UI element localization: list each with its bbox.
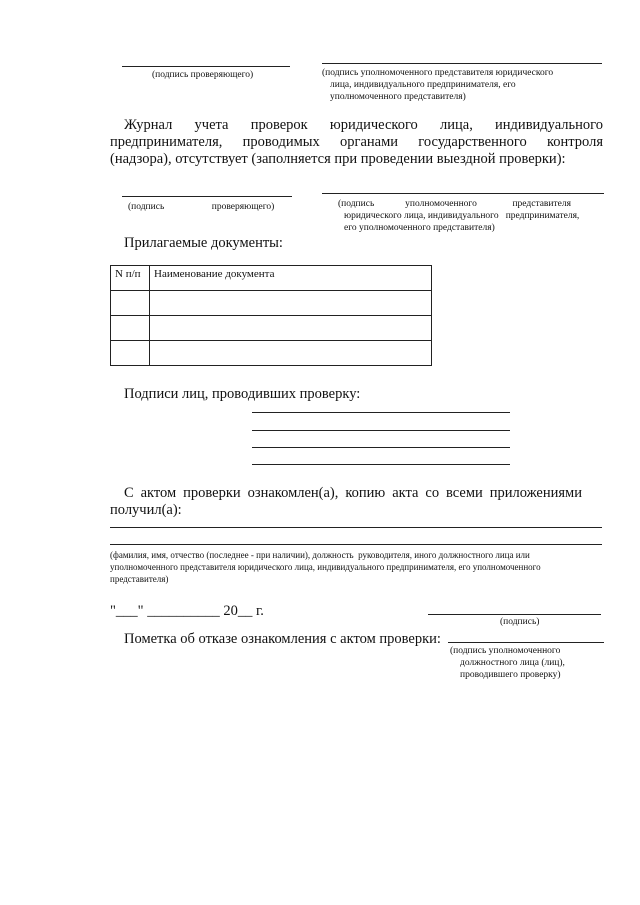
table-cell-number[interactable] — [111, 341, 150, 366]
table-header-number: N п/п — [111, 266, 150, 291]
date-field[interactable]: "___" __________ 20__ г. — [110, 603, 264, 619]
acquaintance-text-line-2: получил(а): — [110, 502, 182, 518]
acquaintance-text-line-1: С актом проверки ознакомлен(а), копию акта со всеми приложениями — [124, 485, 582, 501]
refusal-caption-2: должностного лица (лиц), — [460, 658, 565, 668]
refusal-label: Пометка об отказе ознакомления с актом проверки: — [124, 631, 441, 647]
journal-representative-signature-caption-3: его уполномоченного представителя) — [344, 223, 495, 233]
journal-inspector-signature-caption: (подпись проверяющего) — [128, 202, 275, 212]
table-row — [111, 291, 432, 316]
date-signature-caption: (подпись) — [500, 617, 540, 627]
date-signature-line[interactable] — [428, 614, 601, 615]
table-cell-name[interactable] — [150, 291, 432, 316]
inspector-signature-line-3[interactable] — [252, 447, 510, 448]
inspector-signature-line-1[interactable] — [252, 412, 510, 413]
inspectors-heading: Подписи лиц, проводивших проверку: — [124, 386, 361, 402]
inspector-signature-line[interactable] — [122, 66, 290, 67]
acquaintance-caption-1: (фамилия, имя, отчество (последнее - при наличии), должность руководителя, иного должностного лица или — [110, 550, 530, 560]
representative-signature-caption-1: (подпись уполномоченного представителя юридического — [322, 68, 554, 78]
table-header-name: Наименование документа — [150, 266, 432, 291]
table-cell-number[interactable] — [111, 316, 150, 341]
attached-docs-heading: Прилагаемые документы: — [124, 235, 283, 251]
representative-signature-line[interactable] — [322, 63, 602, 64]
journal-text-line-3: (надзора), отсутствует (заполняется при проведении выездной проверки): — [110, 151, 566, 167]
refusal-signature-line[interactable] — [448, 642, 604, 643]
journal-representative-signature-caption-2: юридического лица, индивидуального предпринимателя, — [344, 211, 580, 221]
journal-representative-signature-caption-1: (подпись уполномоченного представителя — [338, 199, 571, 209]
attached-docs-table — [110, 265, 432, 366]
table-cell-number[interactable] — [111, 291, 150, 316]
journal-representative-signature-line[interactable] — [322, 193, 604, 194]
acquaintance-name-line-2[interactable] — [110, 544, 602, 545]
acquaintance-caption-2: уполномоченного представителя юридического лица, индивидуального предпринимателя, его уполномоченного — [110, 562, 541, 572]
representative-signature-caption-3: уполномоченного представителя) — [330, 92, 466, 102]
table-row — [111, 341, 432, 366]
acquaintance-caption-3: представителя) — [110, 574, 169, 584]
table-cell-name[interactable] — [150, 341, 432, 366]
inspector-signature-caption: (подпись проверяющего) — [152, 70, 254, 80]
refusal-caption-1: (подпись уполномоченного — [450, 646, 561, 656]
journal-text-line-2: предпринимателя, проводимых органами государственного контроля — [110, 134, 603, 150]
acquaintance-name-line-1[interactable] — [110, 527, 602, 528]
table-cell-name[interactable] — [150, 316, 432, 341]
inspector-signature-line-4[interactable] — [252, 464, 510, 465]
refusal-caption-3: проводившего проверку) — [460, 670, 561, 680]
table-row — [111, 316, 432, 341]
inspector-signature-line-2[interactable] — [252, 430, 510, 431]
journal-text-line-1: Журнал учета проверок юридического лица, индивидуального — [124, 117, 603, 133]
representative-signature-caption-2: лица, индивидуального предпринимателя, его — [330, 80, 516, 90]
journal-inspector-signature-line[interactable] — [122, 196, 292, 197]
